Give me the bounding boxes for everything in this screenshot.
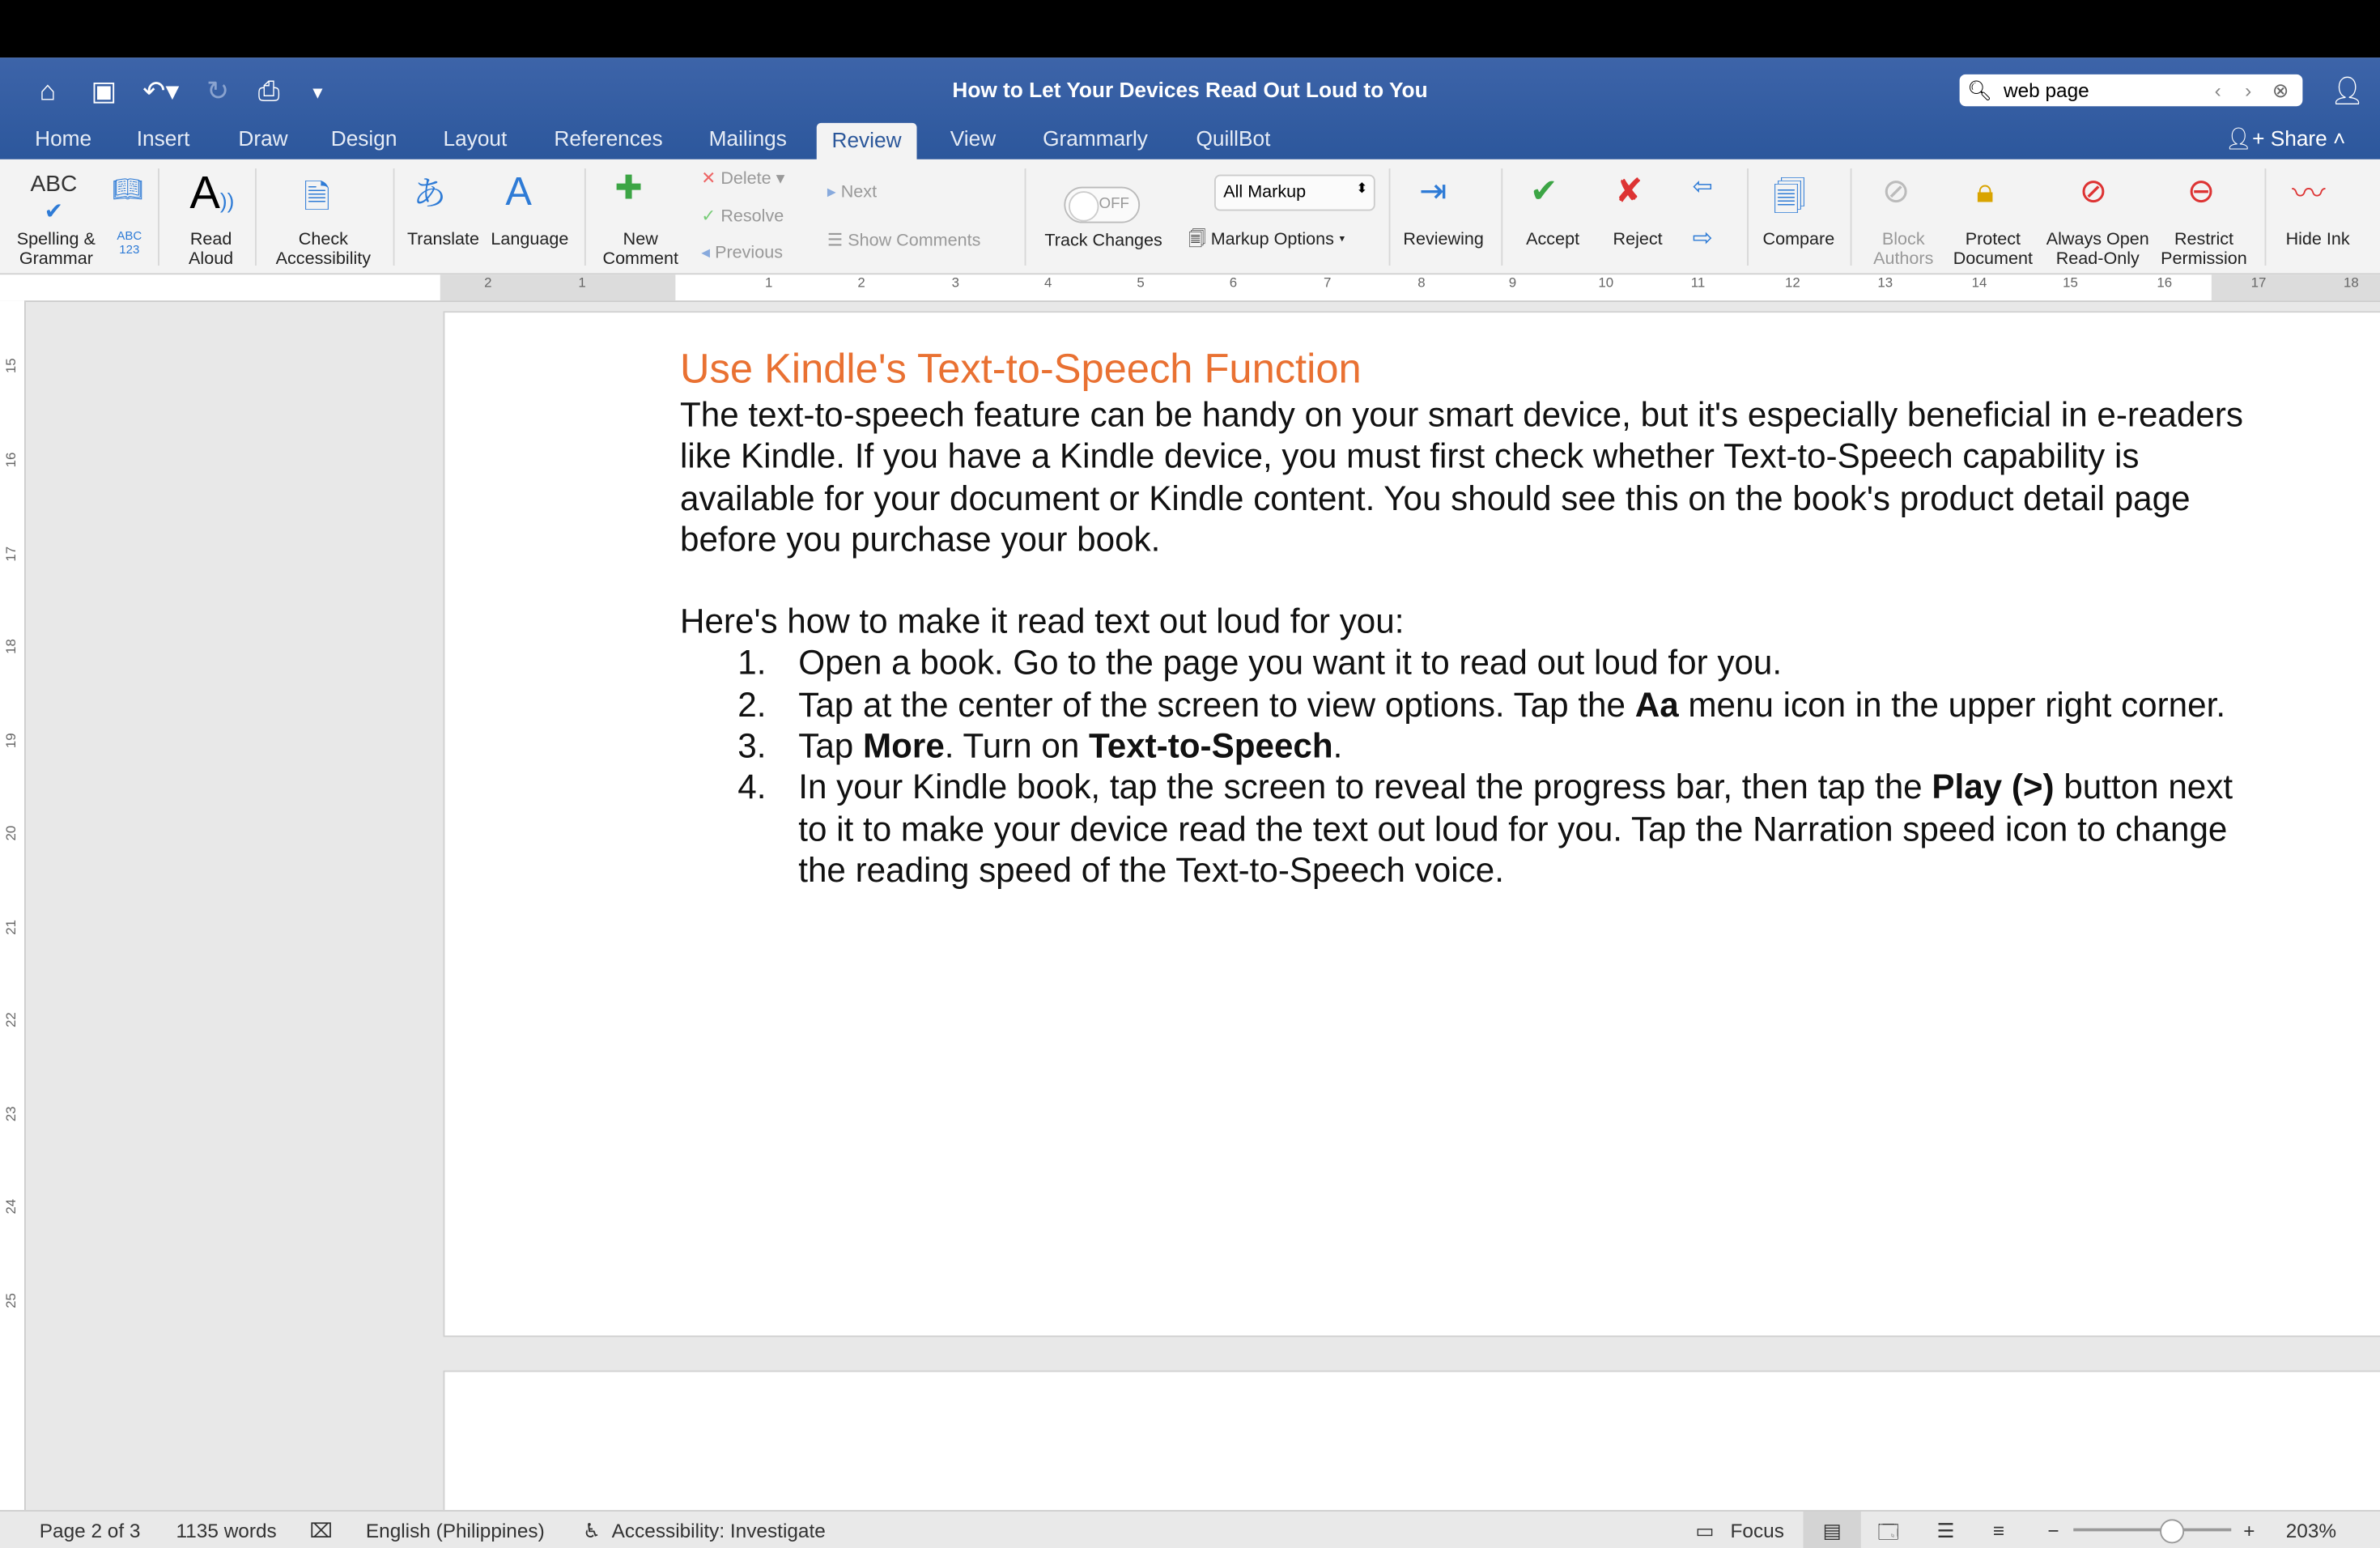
document-body[interactable] [680,343,2243,891]
resolve-button[interactable]: ✓ Resolve [701,207,784,227]
previous-result-icon[interactable]: ‹ [2214,79,2221,102]
zoom-slider-thumb[interactable] [2160,1519,2184,1543]
tab-view[interactable]: View [950,125,997,151]
compare-button[interactable]: Compare [1762,230,1835,249]
list-item: 1. Open a book. Go to the page you want it to read out loud for you. [737,644,1783,683]
reject-icon: ✘ [1615,171,1643,210]
vertical-ruler[interactable]: 15 16 17 18 19 20 21 22 23 24 25 [0,300,26,1510]
document-page[interactable] [444,311,2380,1337]
next-comment-button[interactable]: ▸ Next [827,183,878,202]
previous-comment-button[interactable]: ◂ Previous [701,244,784,263]
next-change-icon[interactable]: ⇨ [1692,226,1713,253]
focus-icon: ▭ [1695,1519,1715,1542]
translate-button[interactable]: Translate [406,230,480,249]
check-accessibility-button[interactable]: Check Accessibility [275,230,372,269]
language-button[interactable]: Language [491,230,569,249]
focus-button[interactable]: Focus [1730,1519,1784,1542]
always-open-read-only-icon: ⊘ [2079,171,2108,210]
delete-icon: ✕ [701,169,716,189]
new-comment-button[interactable]: New Comment [602,230,678,269]
review-ribbon [0,159,2380,274]
protect-document-button[interactable]: Protect Document [1953,230,2034,269]
next-icon: ▸ [827,183,836,202]
previous-change-icon[interactable]: ⇦ [1692,174,1713,201]
tab-grammarly[interactable]: Grammarly [1043,125,1148,151]
read-aloud-icon: A)) [189,168,235,219]
redo-icon[interactable]: ↻ [206,75,230,107]
zoom-out-icon[interactable]: − [2047,1519,2059,1542]
read-aloud-button[interactable]: Read Aloud [189,230,234,269]
accept-icon: ✔ [1530,171,1558,210]
markup-icon: 🗐 [1188,230,1206,249]
print-icon[interactable]: ⎙ [257,75,280,107]
list-item: 3. Tap More. Turn on Text-to-Speech. [737,727,1343,765]
title-bar [0,57,2380,159]
reviewing-pane-icon: ⇥ [1419,171,1447,210]
tab-draw[interactable]: Draw [238,125,288,151]
search-input[interactable]: web page [2004,79,2089,102]
track-changes-toggle[interactable]: OFF [1064,187,1140,223]
word-count[interactable]: 1135 words [176,1519,277,1542]
new-comment-icon: ✚ [614,168,643,206]
compare-icon: 🗐 [1773,177,1807,216]
show-comments-button[interactable]: ☰ Show Comments [827,232,981,251]
tab-mailings[interactable]: Mailings [708,125,787,151]
always-open-read-only-button[interactable]: Always Open Read-Only [2046,230,2149,269]
word-count-icon[interactable]: ABC 123 [117,229,142,257]
tab-layout[interactable]: Layout [443,125,508,151]
undo-icon[interactable]: ↶▾ [142,75,180,107]
accept-button[interactable]: Accept [1526,230,1580,249]
draft-view-icon[interactable]: ≡ [1992,1519,2005,1542]
comments-icon: ☰ [827,232,844,251]
search-box[interactable] [1960,74,2303,106]
delete-comment-button[interactable]: ✕ Delete ▾ [701,169,785,189]
track-changes-label[interactable]: Track Changes [1044,232,1162,251]
account-icon[interactable]: 👤︎ [2330,75,2365,107]
list-item: 4. In your Kindle book, tap the screen to reveal the progress bar, then tap the Play (>) button next to it to make your device read the text out loud for you. Tap the Narration speed icon to change the reading speed of the Text-to-Speech voice. [737,768,2233,890]
language-status[interactable]: English (Philippines) [365,1519,545,1542]
tab-design[interactable]: Design [330,125,397,151]
zoom-slider[interactable] [2073,1529,2231,1532]
tab-references[interactable]: References [554,125,663,151]
tab-home[interactable]: Home [35,125,92,151]
reviewing-button[interactable]: Reviewing [1403,230,1484,249]
home-icon[interactable]: ⌂ [39,75,57,107]
outline-view-icon[interactable]: ☰ [1936,1519,1955,1542]
page-count[interactable]: Page 2 of 3 [39,1519,141,1542]
zoom-in-icon[interactable]: + [2243,1519,2255,1542]
hide-ink-icon: 〰 [2292,174,2326,213]
share-button[interactable]: 👤︎+ Share ˄ [2225,125,2346,151]
translate-icon: あ [413,174,447,213]
save-icon[interactable]: ▣ [91,75,117,107]
menu-bar-area [0,0,2380,57]
tab-review[interactable]: Review [817,123,917,161]
thesaurus-icon[interactable]: 📖︎ [112,177,143,204]
tab-insert[interactable]: Insert [136,125,190,151]
tab-quillbot[interactable]: QuillBot [1196,125,1271,151]
document-title: How to Let Your Devices Read Out Loud to You [952,77,1428,102]
next-document-page[interactable] [444,1371,2380,1525]
protect-document-icon: 🔒︎ [1976,171,1995,210]
resolve-icon: ✓ [701,207,716,227]
add-person-icon: 👤︎+ [2225,125,2265,151]
zoom-level[interactable]: 203% [2285,1519,2337,1542]
accessibility-status[interactable]: Accessibility: Investigate [611,1519,826,1542]
customize-toolbar-icon[interactable]: ▾ [312,80,323,104]
clear-search-icon[interactable]: ⊗ [2272,79,2289,102]
spelling-check-icon: ABC ✔ [30,171,78,225]
next-result-icon[interactable]: › [2245,79,2252,102]
markup-options-button[interactable]: 🗐 Markup Options ▾ [1188,230,1345,249]
block-authors-button[interactable]: Block Authors [1873,230,1934,269]
print-layout-view-icon[interactable]: ▤ [1804,1512,1861,1548]
proofing-icon[interactable]: ⌧ [309,1519,333,1542]
restrict-permission-button[interactable]: Restrict Permission [2161,230,2247,269]
accessibility-check-icon: 🗎 [304,177,331,216]
restrict-permission-icon: ⊖ [2187,171,2216,210]
paragraph: Here's how to make it read text out loud for you: [680,602,1405,641]
previous-icon: ◂ [701,244,711,263]
language-icon: A [505,168,532,215]
search-icon: 🔍︎ [1967,79,1992,102]
accessibility-icon: ♿︎ [583,1519,601,1542]
horizontal-ruler[interactable]: 2 1 1 2 3 4 5 6 7 8 9 10 11 12 13 14 15 16 17 18 [0,274,2380,302]
list-item: 2. Tap at the center of the screen to view options. Tap the Aa menu icon in the upper right corner. [737,685,2226,724]
hide-ink-button[interactable]: Hide Ink [2285,230,2350,249]
spelling-grammar-button[interactable]: Spelling & Grammar [16,230,96,269]
web-layout-view-icon[interactable]: 🗔 [1877,1520,1899,1544]
block-authors-icon: ⊘ [1882,171,1910,210]
section-heading: Use Kindle's Text-to-Speech Function [680,346,1362,392]
markup-select[interactable]: All Markup ⬍ [1214,175,1375,211]
reject-button[interactable]: Reject [1613,230,1663,249]
paragraph: The text-to-speech feature can be handy on your smart device, but it's especially beneficial in e-readers like Kindle. If you have a Kindle device, you must first check whether Text-to-Speech capability is available for your document or Kindle content. You should see this on the book's product detail page before you purchase your book. [680,396,2243,559]
share-label: Share [2270,125,2327,151]
status-bar [0,1510,2380,1548]
